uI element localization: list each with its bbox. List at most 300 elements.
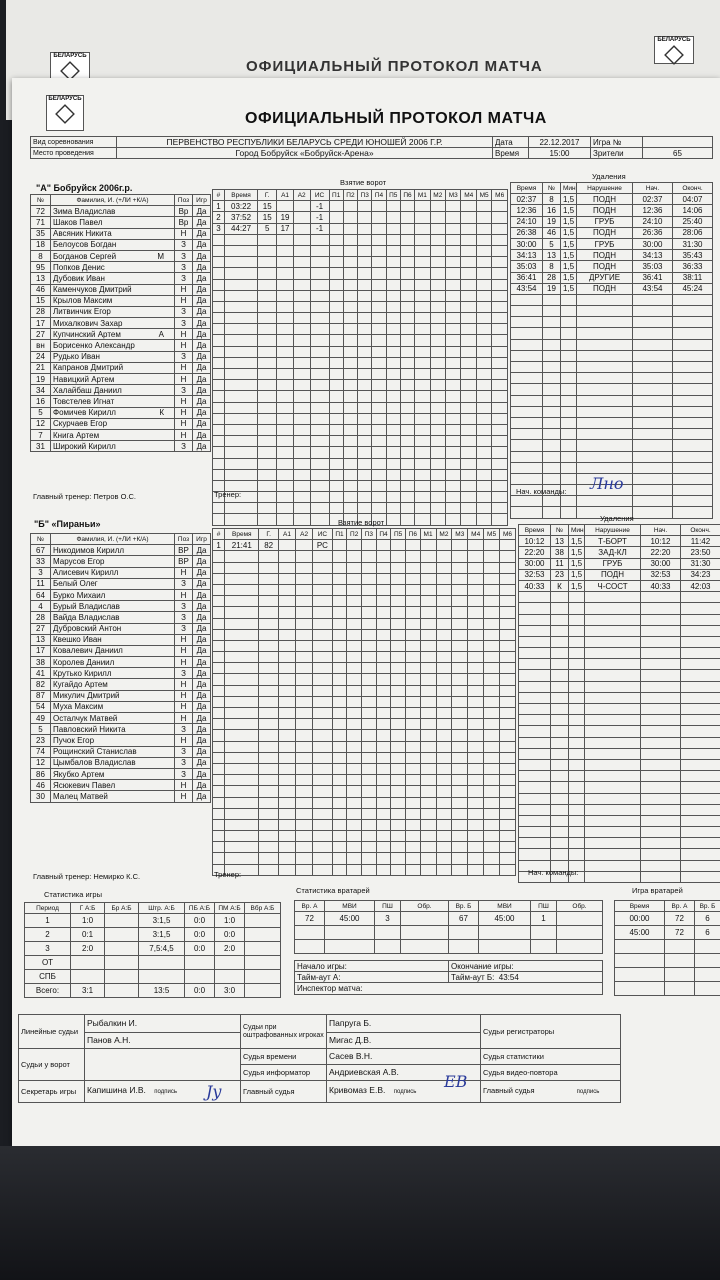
- goal-cell: [277, 391, 294, 402]
- stats-vb: [245, 956, 281, 970]
- goal-cell: [313, 607, 333, 618]
- goal-cell: [332, 763, 347, 774]
- penalty-cell: [633, 417, 673, 428]
- player-row: [31, 340, 211, 351]
- date-label: Дата: [493, 137, 529, 148]
- penalty-n: 19: [543, 283, 561, 294]
- goal-cell: [391, 584, 406, 595]
- goal-cell: [436, 719, 452, 730]
- player-number: 31: [31, 441, 51, 452]
- goal-cell: [372, 279, 386, 290]
- goal-cell: [259, 853, 279, 864]
- goalie-bp: 1: [531, 912, 557, 926]
- goal-cell: [343, 346, 357, 357]
- penalty-cell: [569, 804, 585, 815]
- video-judge-label: Судья видео-повтора: [481, 1065, 621, 1081]
- end-label: Окончание игры:: [449, 961, 603, 972]
- goal-cell: [343, 402, 357, 413]
- goal-cell: [452, 797, 468, 808]
- player-play: Да: [193, 385, 211, 396]
- goal-row: [213, 607, 516, 618]
- goal-cell: [430, 201, 445, 212]
- goal-cell: [484, 618, 500, 629]
- goal-cell: [213, 335, 225, 346]
- goal-cell: [420, 629, 436, 640]
- goal-cell: [278, 652, 295, 663]
- goal-cell: [436, 708, 452, 719]
- goal-cell: [400, 201, 414, 212]
- goal-cell: [492, 514, 508, 525]
- goals-col-11: П6: [400, 190, 414, 201]
- logo-belarus: БЕЛАРУСЬ: [46, 95, 84, 131]
- player-pos: З: [175, 601, 193, 612]
- penalty-cell: [561, 429, 577, 440]
- player-number: 64: [31, 589, 51, 600]
- penalty-cell: [641, 815, 681, 826]
- goal-cell: [224, 503, 257, 514]
- goal-cell: [430, 424, 445, 435]
- goal-cell: [213, 831, 225, 842]
- penalty-t: 24:10: [511, 216, 543, 227]
- goal-cell: [500, 730, 516, 741]
- penalty-s: 43:54: [633, 283, 673, 294]
- goal-cell: [329, 413, 343, 424]
- goalie-game-row: [615, 940, 720, 954]
- stats-col-0: Период: [25, 903, 71, 914]
- goal-cell: [436, 797, 452, 808]
- goal-cell: [343, 313, 357, 324]
- secretary-name: Капишина И.В.: [87, 1085, 146, 1095]
- player-row: [31, 746, 211, 757]
- player-play: Да: [193, 228, 211, 239]
- secretary-label: Секретарь игры: [19, 1081, 85, 1103]
- goals-header-row: [213, 190, 508, 201]
- goal-cell: [484, 540, 500, 551]
- player-name-text: Пучок Егор: [53, 735, 95, 745]
- penalty-col-4: Нач.: [633, 183, 673, 194]
- player-play: Да: [193, 262, 211, 273]
- player-number: 38: [31, 657, 51, 668]
- penalty-m: 1,5: [569, 569, 585, 580]
- goal-cell: [476, 335, 491, 346]
- goal-cell: [296, 864, 313, 875]
- goal-cell: [278, 596, 295, 607]
- goalie-game-t: 45:00: [615, 926, 665, 940]
- goal-cell: [372, 480, 386, 491]
- goal-row: [213, 413, 508, 424]
- goal-cell: [420, 584, 436, 595]
- game-label: Игра №: [591, 137, 643, 148]
- goal-row: [213, 301, 508, 312]
- goal-cell: [362, 629, 377, 640]
- goal-cell: [277, 480, 294, 491]
- goal-cell: [420, 797, 436, 808]
- goal-cell: [259, 696, 279, 707]
- penalty-row: [511, 216, 713, 227]
- player-pos: Н: [175, 567, 193, 578]
- stats-p: ОТ: [25, 956, 71, 970]
- goal-cell: [296, 562, 313, 573]
- goal-cell: [430, 402, 445, 413]
- goal-cell: [343, 301, 357, 312]
- player-row: [31, 284, 211, 295]
- goals-col-1: Время: [225, 529, 259, 540]
- team-b-goals: [212, 528, 516, 876]
- goal-cell: [376, 775, 391, 786]
- goal-cell: [468, 551, 484, 562]
- player-row: [31, 724, 211, 735]
- goal-cell: [358, 424, 372, 435]
- penalty-s: 30:00: [641, 558, 681, 569]
- penalty-cell: [511, 507, 543, 518]
- goal-cell: [400, 391, 414, 402]
- goal-cell: [468, 573, 484, 584]
- penalty-row: [519, 569, 720, 580]
- goal-cell: [386, 413, 400, 424]
- goal-cell: [224, 279, 257, 290]
- goal-cell: [362, 752, 377, 763]
- penalty-cell: [569, 636, 585, 647]
- logo-belarus-top: БЕЛАРУСЬ: [50, 52, 90, 80]
- goal-cell: [372, 201, 386, 212]
- goal-cell: [386, 492, 400, 503]
- penalty-cell: [519, 804, 551, 815]
- player-name: [51, 556, 175, 567]
- goal-cell: [329, 279, 343, 290]
- player-name-text: Рудько Иван: [53, 352, 100, 362]
- goal-cell: [329, 503, 343, 514]
- goal-cell: [372, 335, 386, 346]
- penalty-cell: [681, 860, 720, 871]
- penalty-cell: [673, 485, 713, 496]
- penalty-cell: [577, 417, 633, 428]
- goal-cell: [258, 380, 277, 391]
- goal-cell: [476, 447, 491, 458]
- goal-cell: [484, 741, 500, 752]
- goalie-cell: [557, 926, 603, 940]
- goal-cell: [347, 819, 362, 830]
- penalty-cell: [551, 648, 569, 659]
- goal-cell: [415, 436, 430, 447]
- penalty-cell: [681, 815, 720, 826]
- goalie-game-cell: [615, 954, 665, 968]
- goal-cell: [415, 503, 430, 514]
- penalty-s: 12:36: [633, 205, 673, 216]
- team-a-trainer-label: Тренер:: [214, 490, 242, 499]
- goal-a2: [293, 212, 310, 223]
- goal-cell: [278, 629, 295, 640]
- player-name-text: Королев Даниил: [53, 657, 115, 667]
- goal-cell: [436, 562, 452, 573]
- stats-vb: [245, 928, 281, 942]
- goal-cell: [343, 424, 357, 435]
- penalty-cell: [641, 782, 681, 793]
- goal-cell: [452, 831, 468, 842]
- penalty-row: [519, 536, 720, 547]
- goals-col-13: М2: [436, 529, 452, 540]
- goal-cell: [476, 424, 491, 435]
- penalty-n: 8: [543, 261, 561, 272]
- goal-cell: [293, 346, 310, 357]
- goal-cell: [225, 584, 259, 595]
- goal-cell: [296, 663, 313, 674]
- goal-cell: [436, 551, 452, 562]
- penalty-col-4: Нач.: [641, 525, 681, 536]
- stats-sh: [139, 970, 185, 984]
- player-name-text: Каменчуков Дмитрий: [53, 285, 132, 295]
- goal-cell: [224, 324, 257, 335]
- player-name-text: Литвинчик Егор: [53, 307, 111, 317]
- goal-cell: [492, 223, 508, 234]
- penalty-cell: [543, 417, 561, 428]
- goal-cell: [492, 469, 508, 480]
- goal-cell: [343, 257, 357, 268]
- goal-cell: [484, 775, 500, 786]
- player-name-text: Авсяник Никита: [53, 229, 112, 239]
- goal-cell: [420, 864, 436, 875]
- stats-pb: [185, 970, 215, 984]
- goal-cell: [468, 831, 484, 842]
- player-number: 46: [31, 780, 51, 791]
- goal-row: [213, 763, 516, 774]
- goal-cell: [313, 573, 333, 584]
- goal-cell: [500, 618, 516, 629]
- player-row: [31, 362, 211, 373]
- goal-cell: [343, 436, 357, 447]
- goal-cell: [343, 234, 357, 245]
- penalty-cell: [551, 681, 569, 692]
- goalie-cell: [401, 940, 449, 954]
- goal-cell: [347, 752, 362, 763]
- penalty-cell: [633, 362, 673, 373]
- player-pos: Н: [175, 362, 193, 373]
- player-row: [31, 429, 211, 440]
- penalty-cell: [551, 815, 569, 826]
- goal-cell: [492, 424, 508, 435]
- goal-cell: [278, 663, 295, 674]
- penalty-cell: [561, 406, 577, 417]
- goalie-game-row: [615, 982, 720, 996]
- goal-cell: [225, 853, 259, 864]
- penalty-cell: [511, 294, 543, 305]
- penalty-cell: [519, 659, 551, 670]
- goal-cell: [452, 685, 468, 696]
- goal-cell: [468, 864, 484, 875]
- goal-cell: [329, 469, 343, 480]
- penalty-cell: [577, 395, 633, 406]
- penalty-cell: [519, 748, 551, 759]
- goal-cell: [213, 234, 225, 245]
- goal-cell: [452, 640, 468, 651]
- penalty-cell: [673, 306, 713, 317]
- goal-cell: [332, 540, 347, 551]
- goal-cell: [347, 584, 362, 595]
- goal-cell: [332, 551, 347, 562]
- goal-cell: [213, 458, 225, 469]
- player-mark: К: [159, 408, 164, 418]
- goal-cell: [461, 514, 476, 525]
- goal-cell: [213, 741, 225, 752]
- player-play: Да: [193, 746, 211, 757]
- goalie-game-cell: [695, 954, 720, 968]
- goal-cell: [386, 424, 400, 435]
- goal-cell: [452, 562, 468, 573]
- goal-cell: [296, 685, 313, 696]
- player-pos: Н: [175, 340, 193, 351]
- goal-cell: [278, 562, 295, 573]
- penalty-cell: [585, 804, 641, 815]
- penalty-t: 22:20: [519, 547, 551, 558]
- goalie-game-header: [615, 901, 720, 912]
- penalty-cell: [577, 373, 633, 384]
- penalty-cell: [577, 462, 633, 473]
- goal-cell: [213, 279, 225, 290]
- goal-cell: [405, 573, 420, 584]
- player-name-text: Вайда Владислав: [53, 612, 120, 622]
- goal-cell: [400, 469, 414, 480]
- goal-cell: [461, 492, 476, 503]
- player-number: 27: [31, 623, 51, 634]
- goal-cell: [225, 786, 259, 797]
- goals-header-row: [213, 529, 516, 540]
- player-play: Да: [193, 612, 211, 623]
- goal-cell: [420, 596, 436, 607]
- penalty-cell: [561, 306, 577, 317]
- player-name: [51, 306, 175, 317]
- goalie-game-cell: [615, 982, 665, 996]
- player-name-text: Капранов Дмитрий: [53, 363, 124, 373]
- penalty-cell: [561, 317, 577, 328]
- goalies-col-2: ПШ: [375, 901, 401, 912]
- player-name-text: Никодимов Кирилл: [53, 545, 125, 555]
- goal-cell: [500, 831, 516, 842]
- penalty-cell: [543, 406, 561, 417]
- goal-cell: [213, 402, 225, 413]
- goal-cell: [224, 313, 257, 324]
- goal-cell: [278, 696, 295, 707]
- penalty-cell: [585, 704, 641, 715]
- goal-cell: [436, 752, 452, 763]
- goal-cell: [386, 324, 400, 335]
- penalty-cell: [519, 838, 551, 849]
- goal-cell: [332, 685, 347, 696]
- goal-cell: [500, 685, 516, 696]
- goal-cell: [258, 290, 277, 301]
- penalty-cell: [551, 659, 569, 670]
- penalty-cell: [519, 849, 551, 860]
- goal-cell: [293, 436, 310, 447]
- goal-row: [213, 335, 508, 346]
- goal-cell: [436, 685, 452, 696]
- goal-row: [213, 268, 508, 279]
- penalty-cell: [543, 373, 561, 384]
- goal-cell: [484, 842, 500, 853]
- goal-cell: [347, 652, 362, 663]
- penalty-cell: [543, 451, 561, 462]
- main-judge-name: Кривомаз Е.В.: [329, 1085, 386, 1095]
- goal-cell: [415, 402, 430, 413]
- goal-cell: [492, 257, 508, 268]
- penalty-cell: [569, 726, 585, 737]
- player-name: [51, 385, 175, 396]
- goal-cell: [329, 402, 343, 413]
- penalty-e: 34:23: [681, 569, 720, 580]
- penalty-col-5: Оконч.: [681, 525, 720, 536]
- goal-cell: [415, 357, 430, 368]
- logo-belarus-top-right: БЕЛАРУСЬ: [654, 36, 694, 64]
- col-play: Игр: [193, 534, 211, 545]
- goal-cell: [332, 752, 347, 763]
- goal-cell: [436, 596, 452, 607]
- col-play: Игр: [193, 195, 211, 206]
- goal-cell: [376, 696, 391, 707]
- goal-cell: [386, 357, 400, 368]
- goal-cell: [347, 551, 362, 562]
- goal-cell: [452, 652, 468, 663]
- player-name: [51, 217, 175, 228]
- penalty-e: 45:24: [673, 283, 713, 294]
- goal-cell: [492, 234, 508, 245]
- player-name-text: Широкий Кирилл: [53, 441, 116, 451]
- goal-row: [213, 447, 508, 458]
- penalty-cell: [633, 440, 673, 451]
- goal-cell: [310, 268, 329, 279]
- stats-pb: 0:0: [185, 984, 215, 998]
- goal-cell: [476, 290, 491, 301]
- penalty-row: [511, 395, 713, 406]
- player-name: [51, 340, 175, 351]
- goal-cell: [476, 201, 491, 212]
- player-pos: Н: [175, 589, 193, 600]
- goal-cell: [332, 853, 347, 864]
- goal-cell: [386, 234, 400, 245]
- penalty-cell: [519, 603, 551, 614]
- player-name-text: Микулич Дмитрий: [53, 691, 120, 701]
- goal-cell: [391, 540, 406, 551]
- goalie-bm: 45:00: [479, 912, 531, 926]
- player-pos: З: [175, 351, 193, 362]
- goal-cell: [225, 775, 259, 786]
- goal-cell: [332, 842, 347, 853]
- goal-cell: [376, 763, 391, 774]
- penalty-row: [519, 648, 720, 659]
- goal-cell: [277, 234, 294, 245]
- goal-cell: [293, 380, 310, 391]
- goal-cell: [362, 573, 377, 584]
- player-number: 28: [31, 612, 51, 623]
- goal-cell: [332, 584, 347, 595]
- goal-cell: [293, 279, 310, 290]
- goalie-cell: [531, 926, 557, 940]
- goal-cell: [343, 245, 357, 256]
- penalty-col-1: №: [551, 525, 569, 536]
- stats-col-5: ПМ А:Б: [215, 903, 245, 914]
- goal-cell: [278, 741, 295, 752]
- goal-cell: [313, 741, 333, 752]
- player-name-text: Муха Максим: [53, 702, 104, 712]
- penalty-cell: [543, 440, 561, 451]
- penalty-e: 11:42: [681, 536, 720, 547]
- goal-cell: [259, 685, 279, 696]
- goal-cell: [476, 313, 491, 324]
- goalies-col-1: МВИ: [325, 901, 375, 912]
- goals-col-11: П6: [405, 529, 420, 540]
- penalty-cell: [641, 603, 681, 614]
- goal-cell: [484, 652, 500, 663]
- goal-cell: [420, 708, 436, 719]
- goal-cell: [386, 212, 400, 223]
- goal-cell: [259, 629, 279, 640]
